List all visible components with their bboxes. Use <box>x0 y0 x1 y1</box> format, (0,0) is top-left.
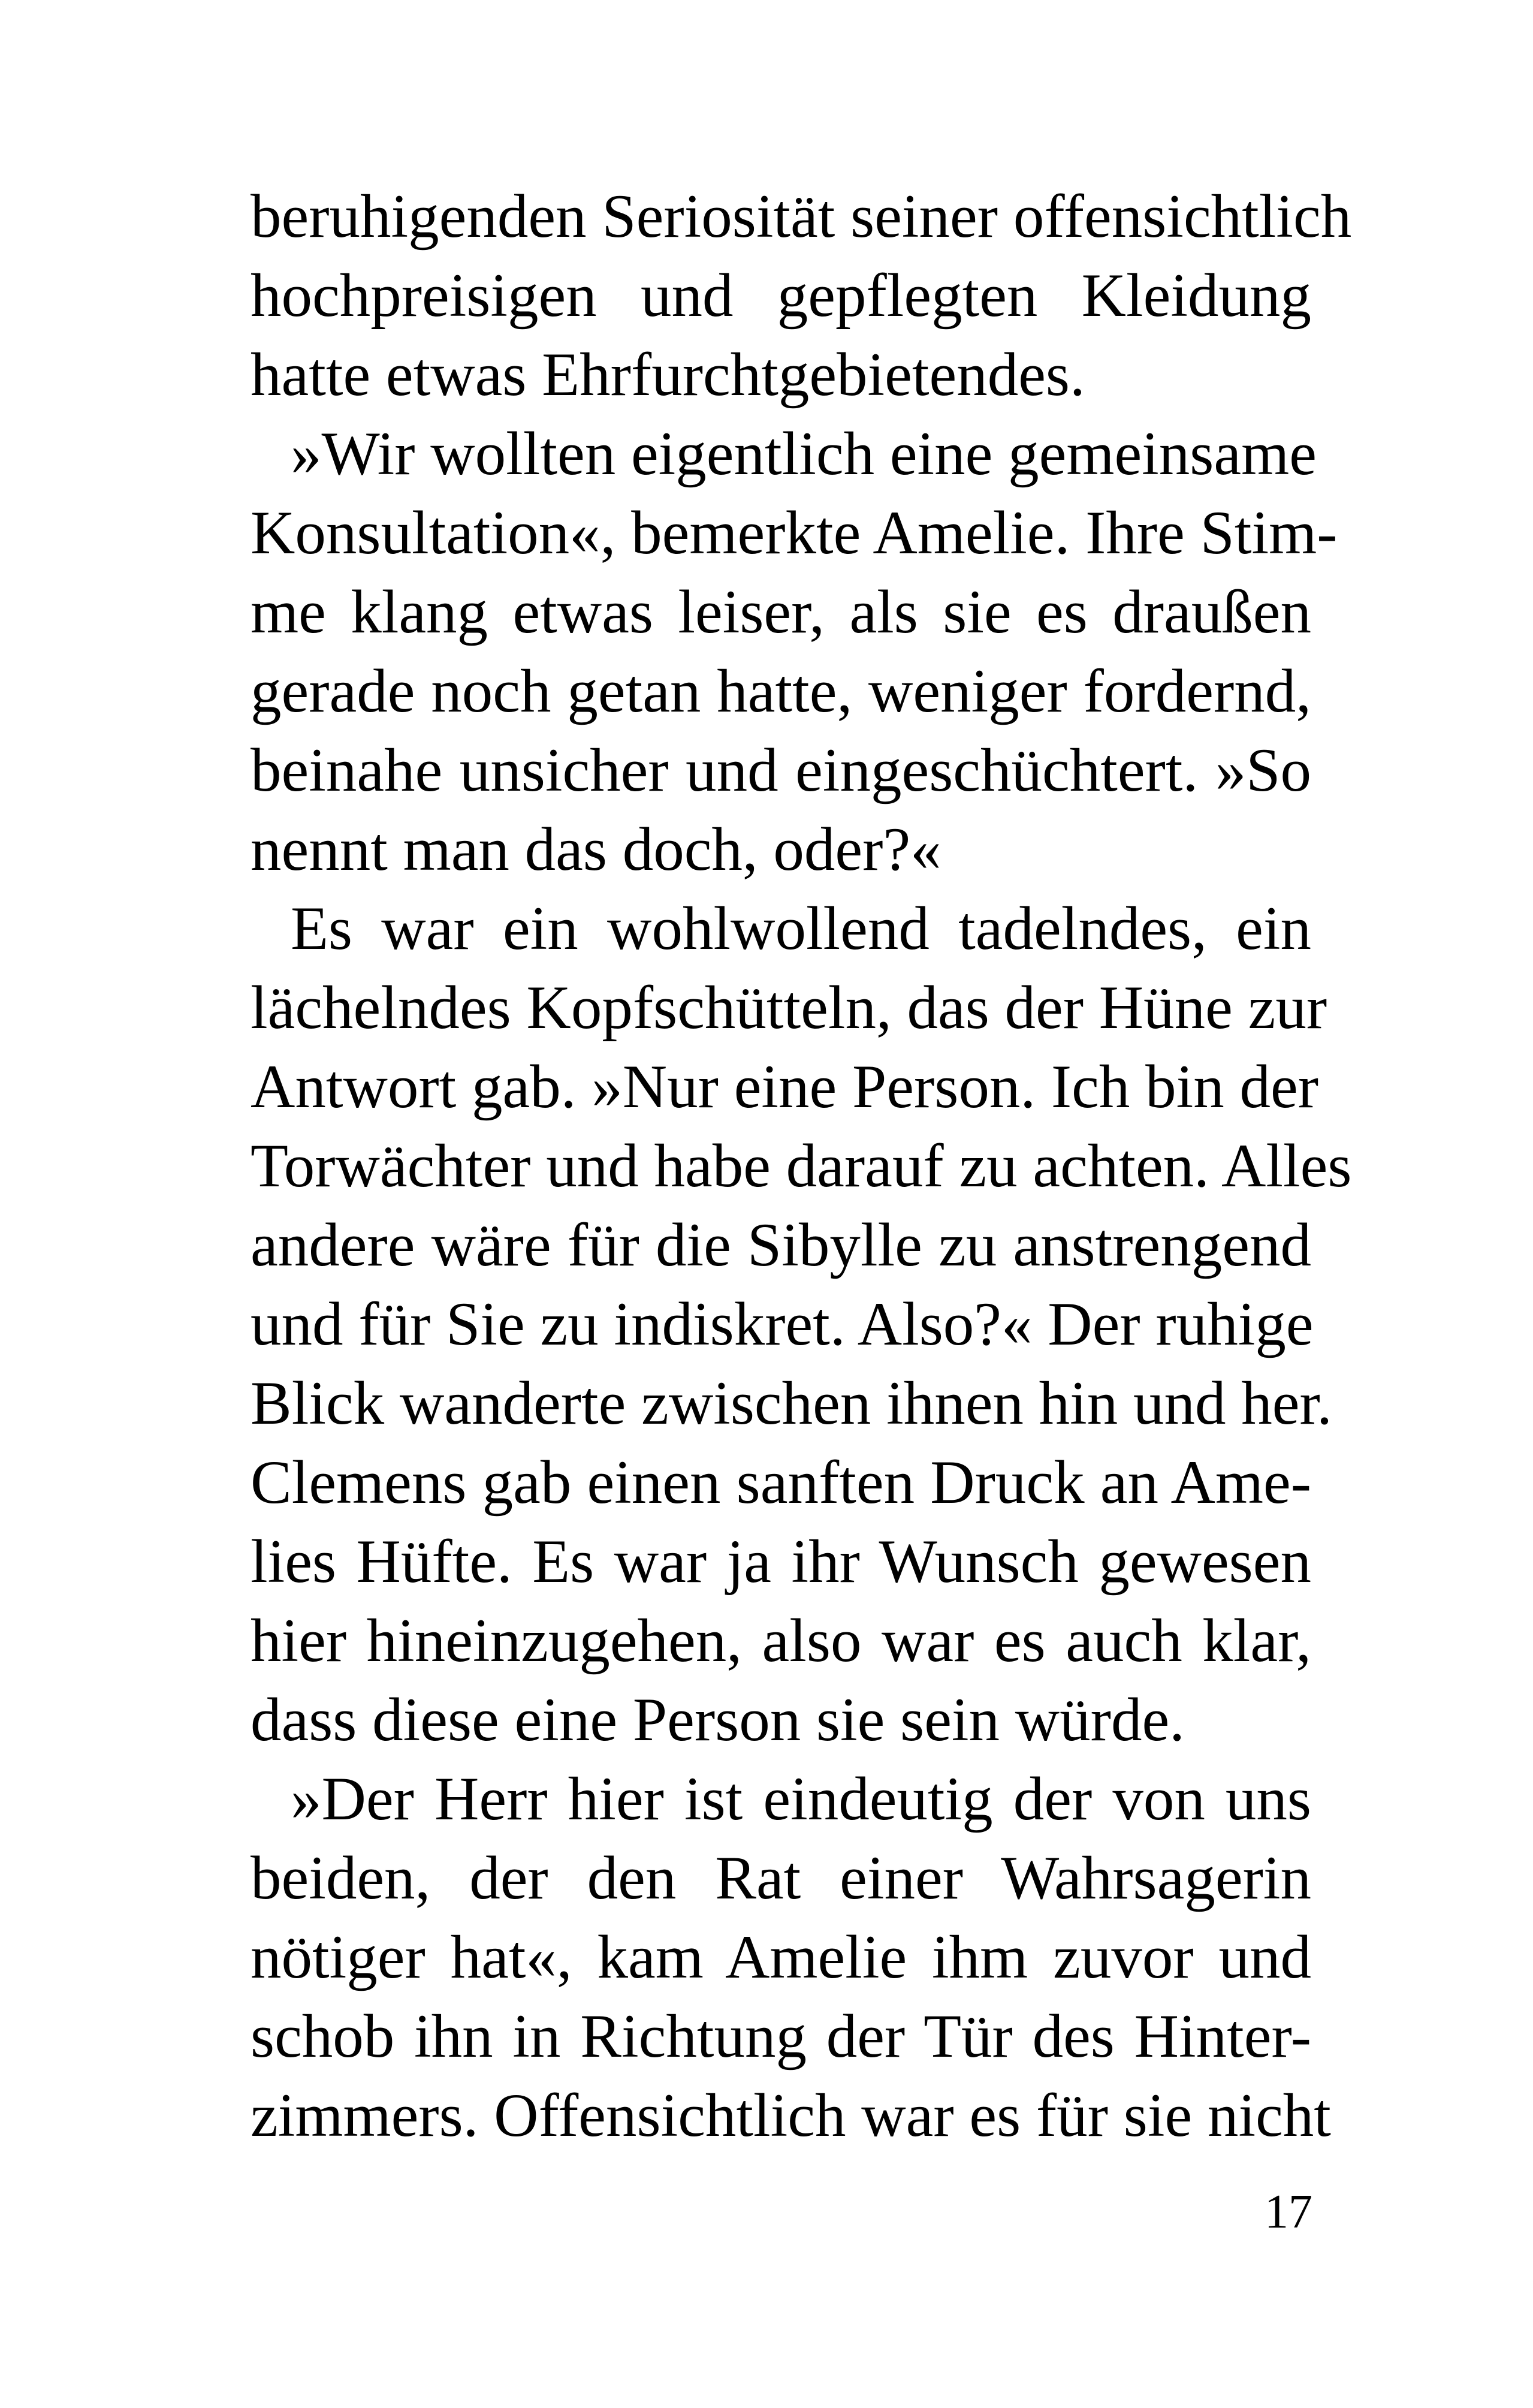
text-line: beiden, der den Rat einer Wahrsagerin <box>251 1844 1311 1912</box>
text-line: Torwächter und habe darauf zu achten. Alles <box>251 1132 1352 1200</box>
text-line: Clemens gab einen sanften Druck an Ame- <box>251 1448 1311 1517</box>
text-line: zimmers. Offensichtlich war es für sie nicht <box>251 2081 1331 2150</box>
text-line: Blick wanderte zwischen ihnen hin und her. <box>251 1369 1332 1437</box>
text-line: beruhigenden Seriosität seiner offensichtlich <box>251 182 1352 251</box>
text-line: beinahe unsicher und eingeschüchtert. »So <box>251 736 1311 804</box>
text-line: »Wir wollten eigentlich eine gemeinsame <box>291 420 1317 488</box>
text-line: andere wäre für die Sibylle zu anstrengend <box>251 1211 1311 1279</box>
text-line: schob ihn in Richtung der Tür des Hinter- <box>251 2002 1311 2071</box>
text-line: hochpreisigen und gepflegten Kleidung <box>251 261 1311 330</box>
text-line: Antwort gab. »Nur eine Person. Ich bin der <box>251 1053 1319 1121</box>
page-number: 17 <box>1265 2186 1312 2238</box>
text-line: nötiger hat«, kam Amelie ihm zuvor und <box>251 1923 1311 1991</box>
text-line: me klang etwas leiser, als sie es draußen <box>251 578 1311 646</box>
body-text <box>251 177 1352 2155</box>
text-line: dass diese eine Person sie sein würde. <box>251 1686 1185 1754</box>
text-line: und für Sie zu indiskret. Also?« Der ruhige <box>251 1290 1314 1358</box>
text-line: Es war ein wohlwollend tadelndes, ein <box>291 894 1311 963</box>
text-line: lächelndes Kopfschütteln, das der Hüne zur <box>251 974 1327 1042</box>
text-line: lies Hüfte. Es war ja ihr Wunsch gewesen <box>251 1527 1311 1596</box>
text-line: hatte etwas Ehrfurchtgebietendes. <box>251 340 1085 409</box>
text-line: »Der Herr hier ist eindeutig der von uns <box>291 1765 1311 1833</box>
text-line: hier hineinzugehen, also war es auch klar, <box>251 1607 1311 1675</box>
text-line: nennt man das doch, oder?« <box>251 815 941 884</box>
text-line: Konsultation«, bemerkte Amelie. Ihre Stim- <box>251 499 1338 567</box>
text-line: gerade noch getan hatte, weniger fordernd, <box>251 657 1311 725</box>
